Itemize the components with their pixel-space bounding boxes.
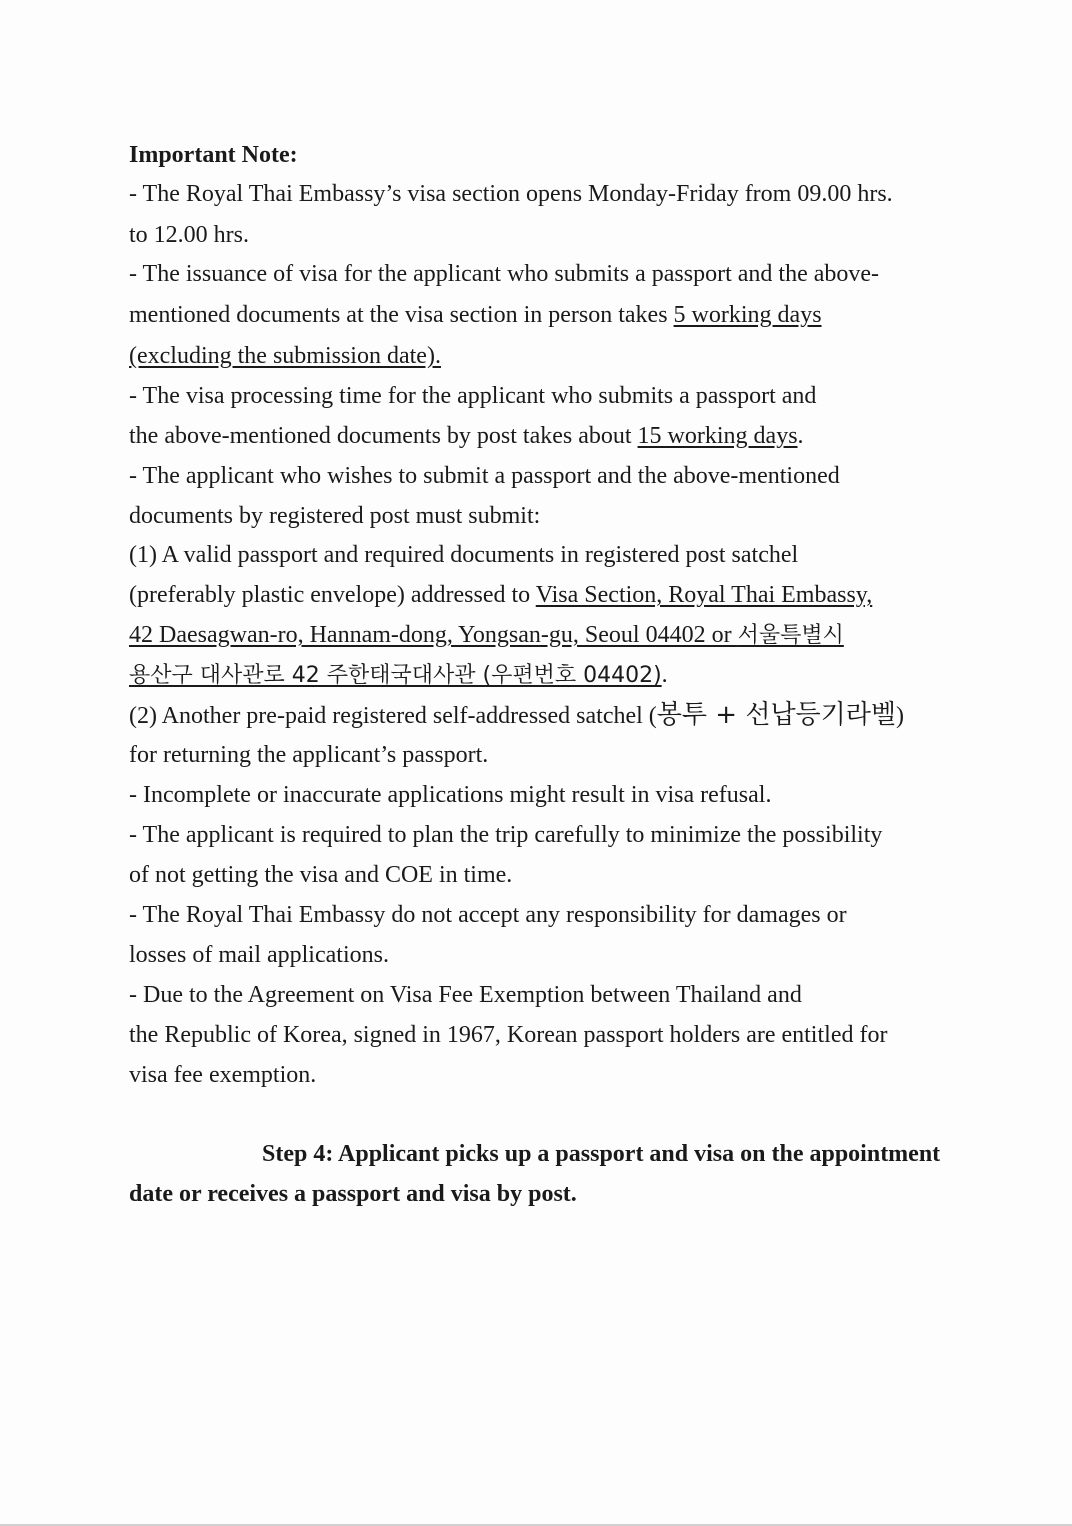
note-by-post-line-2	[129, 421, 804, 451]
note-responsibility-line-2: losses of mail applications.	[129, 942, 389, 968]
item-2-line-2: for returning the applicant’s passport.	[129, 742, 489, 768]
note-fee-exemption-line-1: - Due to the Agreement on Visa Fee Exemption between Thailand and	[129, 982, 802, 1008]
item-1-address-intro: (preferably plastic envelope) addressed to	[129, 582, 536, 608]
note-by-post-text: the above-mentioned documents by post takes about	[129, 423, 638, 449]
note-plan-trip-line-1: - The applicant is required to plan the trip carefully to minimize the possibility	[129, 822, 883, 848]
item-2-text: (2) Another pre-paid registered self-addressed satchel (	[129, 703, 657, 729]
item-2-korean-label: 봉투 + 선납등기라벨	[656, 700, 897, 730]
note-in-person-line-3: (excluding the submission date).	[129, 343, 441, 369]
by-post-processing-time: 15 working days	[637, 423, 798, 449]
note-plan-trip-line-2: of not getting the visa and COE in time.	[129, 862, 513, 888]
note-by-post-line-1: - The visa processing time for the applicant who submits a passport and	[129, 383, 817, 409]
note-opening-hours-line-2: to 12.00 hrs.	[129, 222, 249, 248]
item-2-line-1	[129, 700, 904, 731]
embassy-address-en-part-1: Visa Section, Royal Thai Embassy,	[535, 582, 873, 608]
note-fee-exemption-line-2: the Republic of Korea, signed in 1967, Korean passport holders are entitled for	[129, 1022, 888, 1048]
embassy-address-ko-part-2: 용산구 대사관로 42 주한태국대사관 (우편번호 04402)	[129, 663, 662, 688]
embassy-address-en-part-2: 42 Daesagwan-ro, Hannam-dong, Yongsan-gu, Seoul 04402 or	[129, 622, 738, 648]
item-1-line-2	[129, 580, 872, 610]
item-1-line-4	[129, 660, 668, 691]
note-fee-exemption-line-3: visa fee exemption.	[129, 1062, 317, 1088]
note-in-person-line-1: - The issuance of visa for the applicant who submits a passport and the above-	[129, 261, 880, 287]
note-registered-post-line-1: - The applicant who wishes to submit a passport and the above-mentioned	[129, 463, 840, 489]
item-1-line-3	[129, 620, 844, 651]
note-responsibility-line-1: - The Royal Thai Embassy do not accept any responsibility for damages or	[129, 902, 847, 928]
note-by-post-period: .	[797, 423, 804, 449]
note-in-person-text: mentioned documents at the visa section in person takes	[129, 302, 674, 328]
note-registered-post-line-2: documents by registered post must submit:	[129, 503, 541, 529]
note-in-person-line-2	[129, 300, 822, 330]
embassy-address-ko-part-1: 서울특별시	[737, 623, 844, 648]
step-4-heading-line-1: Step 4: Applicant picks up a passport and visa on the appointment	[262, 1141, 941, 1167]
item-2-close-paren: )	[896, 703, 905, 729]
step-4-heading-line-2: date or receives a passport and visa by post.	[129, 1181, 577, 1207]
note-opening-hours-line-1: - The Royal Thai Embassy’s visa section opens Monday-Friday from 09.00 hrs.	[129, 181, 893, 207]
important-note-heading: Important Note:	[129, 142, 298, 168]
in-person-processing-time: 5 working days	[673, 302, 822, 328]
item-1-period: .	[661, 662, 668, 688]
item-1-line-1: (1) A valid passport and required documents in registered post satchel	[129, 542, 799, 568]
note-refusal: - Incomplete or inaccurate applications might result in visa refusal.	[129, 782, 772, 808]
